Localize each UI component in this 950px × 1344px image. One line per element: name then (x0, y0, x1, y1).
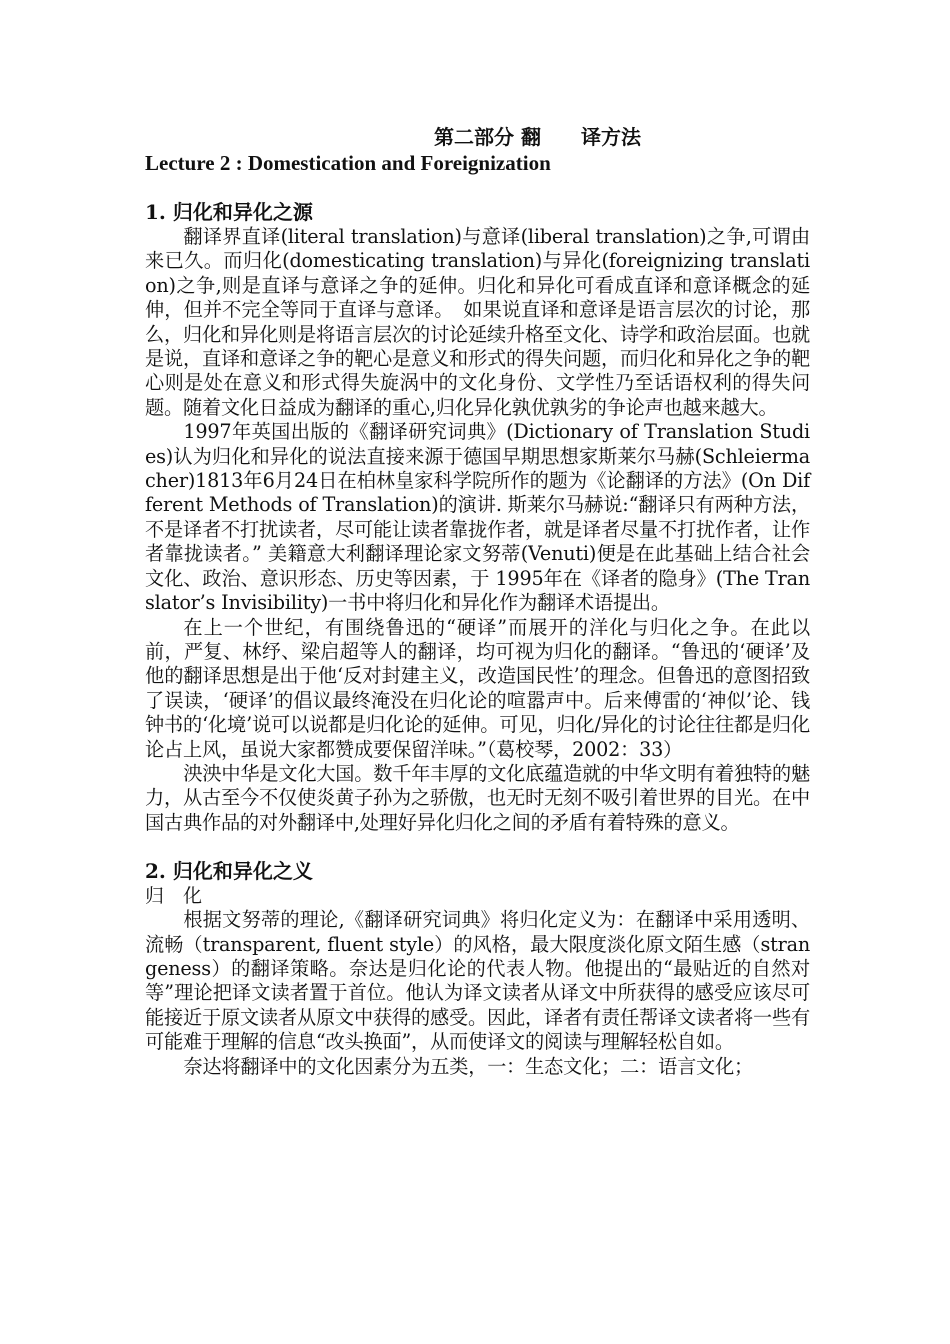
section-1-paragraph-4: 泱泱中华是文化大国。数千年丰厚的文化底蕴造就的中华文明有着独特的魅力，从古至今不仅使炎黄子孙为之骄傲，也无时无刻不吸引着世界的目光。在中国古典作品的对外翻译中,处理好异化归化之间的矛盾有着特殊的意义。 (145, 761, 810, 834)
section-2-subheading: 归 化 (145, 885, 203, 908)
part-title: 第二部分 翻 译方法 (434, 125, 641, 149)
section-2-paragraph-1: 根据文努蒂的理论,《翻译研究词典》将归化定义为：在翻译中采用透明、流畅（transparent, fluent style）的风格，最大限度淡化原文陌生感（strangeness）的翻译策略。奈达是归化论的代表人物。他提出的“最贴近的自然对等”理论把译文读者置于首位。他认为译文读者从译文中所获得的感受应该尽可能接近于原文读者从原文中获得的感受。因此，译者有责任帮译文读者将一些有可能难于理解的信息“改头换面”，从而使译文的阅读与理解轻松自如。 (145, 908, 810, 1054)
section-2-paragraph-2: 奈达将翻译中的文化因素分为五类，一：生态文化；二：语言文化； (183, 1054, 754, 1078)
section-1-paragraph-3: 在上一个世纪，有围绕鲁迅的“硬译”而展开的洋化与归化之争。在此以前，严复、林纾、梁启超等人的翻译，均可视为归化的翻译。“鲁迅的‘硬译’及他的翻译思想是出于他‘反对封建主义，改造国民性’的理念。但鲁迅的意图招致了误读，‘硬译’的倡议最终淹没在归化论的喧嚣声中。后来傅雷的‘神似’论、钱钟书的‘化境’说可以说都是归化论的延伸。可见，归化/异化的讨论往往都是归化论占上风，虽说大家都赞成要保留洋味。”（葛校琴，2002：33） (145, 615, 810, 761)
document-page (145, 124, 810, 1079)
section-1-heading: 1. 归化和异化之源 (145, 200, 313, 224)
section-1-paragraph-1: 翻译界直译(literal translation)与意译(liberal translation)之争,可谓由来已久。而归化(domesticating translation)与异化(foreignizing translation)之争,则是直译与意译之争的延伸。归化和异化可看成直译和意译概念的延伸，但并不完全等同于直译与意译。 如果说直译和意译是语言层次的讨论，那么，归化和异化则是将语言层次的讨论延续升格至文化、诗学和政治层面。也就是说，直译和意译之争的靶心是意义和形式的得失问题，而归化和异化之争的靶心则是处在意义和形式得失旋涡中的文化身份、文学性乃至话语权利的得失问题。随着文化日益成为翻译的重心,归化异化孰优孰劣的争论声也越来越大。 (145, 225, 810, 419)
section-1-paragraph-2: 1997年英国出版的《翻译研究词典》(Dictionary of Translation Studies)认为归化和异化的说法直接来源于德国早期思想家斯莱尔马赫(Schleiermacher)1813年6月24日在柏林皇家科学院所作的题为《论翻译的方法》(On Different Methods of Translation)的演讲. 斯莱尔马赫说:“翻译只有两种方法，不是译者不打扰读者，尽可能让读者靠拢作者，就是译者尽量不打扰作者，让作者靠拢读者。” 美籍意大利翻译理论家文努蒂(Venuti)便是在此基础上结合社会文化、政治、意识形态、历史等因素，于 1995年在《译者的隐身》(The Translator’s Invisibility)一书中将归化和异化作为翻译术语提出。 (145, 420, 810, 615)
lecture-title: Lecture 2 : Domestication and Foreignization (145, 151, 551, 175)
section-2-heading: 2. 归化和异化之义 (145, 859, 313, 884)
